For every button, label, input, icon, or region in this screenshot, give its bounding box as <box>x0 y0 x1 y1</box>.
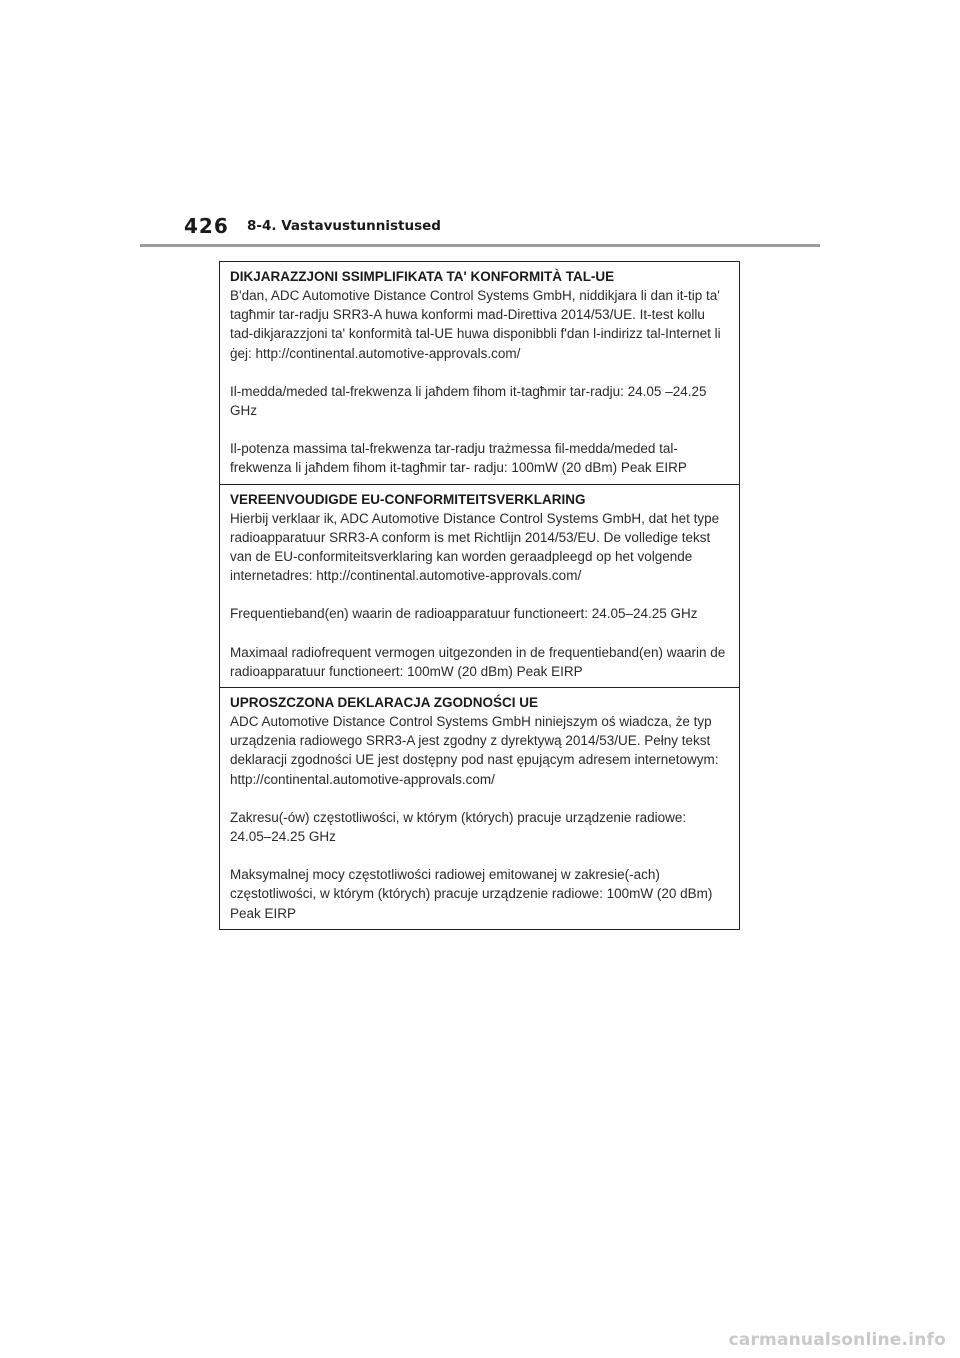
notice-heading: UPROSZCZONA DEKLARACJA ZGODNOŚCI UE <box>230 695 539 711</box>
notice-block-polish <box>220 687 739 929</box>
header-divider <box>140 244 820 247</box>
notice-heading: VEREENVOUDIGDE EU-CONFORMITEITSVERKLARING <box>230 491 586 507</box>
notice-paragraph: ADC Automotive Distance Control Systems GmbH niniejszym oś wiadcza, że typ urządzenia radiowego SRR3-A jest zgodny z dyrektywą 2014/53/UE. Pełny tekst deklaracji zgodności UE jest dostępny pod nast ępującym adresem internetowym: http://continental.automotive-approvals.com/ <box>230 714 719 787</box>
compliance-notice-table <box>219 261 740 930</box>
notice-paragraph: Il-medda/meded tal-frekwenza li jaħdem fihom it-tagħmir tar-radju: 24.05 –24.25 GHz <box>230 383 707 419</box>
notice-paragraph: Il-potenza massima tal-frekwenza tar-radju trażmessa fil-medda/meded tal-frekwenza li jaħdem fihom it-tagħmir tar- radju: 100mW (20 dBm) Peak EIRP <box>230 441 687 476</box>
notice-paragraph: Maksymalnej mocy częstotliwości radiowej emitowanej w zakresie(-ach) częstotliwości, w którym (których) pracuje urządzenie radiowe: 100mW (20 dBm) Peak EIRP <box>230 867 713 921</box>
notice-paragraph: Maximaal radiofrequent vermogen uitgezonden in de frequentieband(en) waarin de radioapparatuur functioneert: 100mW (20 dBm) Peak EIRP <box>230 644 726 679</box>
notice-paragraph: Hierbij verklaar ik, ADC Automotive Distance Control Systems GmbH, dat het type radioapparatuur SRR3-A conform is met Richtlijn 2014/53/EU. De volledige tekst van de EU-conformiteitsverklaring kan worden geraadpleegd op het volgende internetadres: http://continental.automotive-approvals.com/ <box>230 510 720 584</box>
notice-paragraph: B'dan, ADC Automotive Distance Control Systems GmbH, niddikjara li dan it-tip ta' tagħmir tar-radju SRR3-A huwa konformi mad-Direttiva 2014/53/UE. It-test kollu tad-dikjarazzjoni ta' konformità tal-UE huwa disponibbli f'dan l-indirizz tal-Internet li ġej: http://continental.automotive-approvals.com/ <box>230 288 721 361</box>
page-number: 426 <box>184 214 229 238</box>
notice-paragraph: Zakresu(-ów) częstotliwości, w którym (których) pracuje urządzenie radiowe: 24.05–24.25 GHz <box>230 809 687 845</box>
page-header <box>0 0 960 250</box>
site-watermark: carmanualsonline.info <box>728 1330 946 1350</box>
notice-heading: DIKJARAZZJONI SSIMPLIFIKATA TA' KONFORMITÀ TAL-UE <box>230 269 615 284</box>
notice-block-maltese <box>220 262 739 484</box>
notice-paragraph: Frequentieband(en) waarin de radioapparatuur functioneert: 24.05–24.25 GHz <box>230 606 698 622</box>
notice-block-dutch <box>220 484 739 687</box>
section-title: 8-4. Vastavustunnistused <box>247 218 441 234</box>
